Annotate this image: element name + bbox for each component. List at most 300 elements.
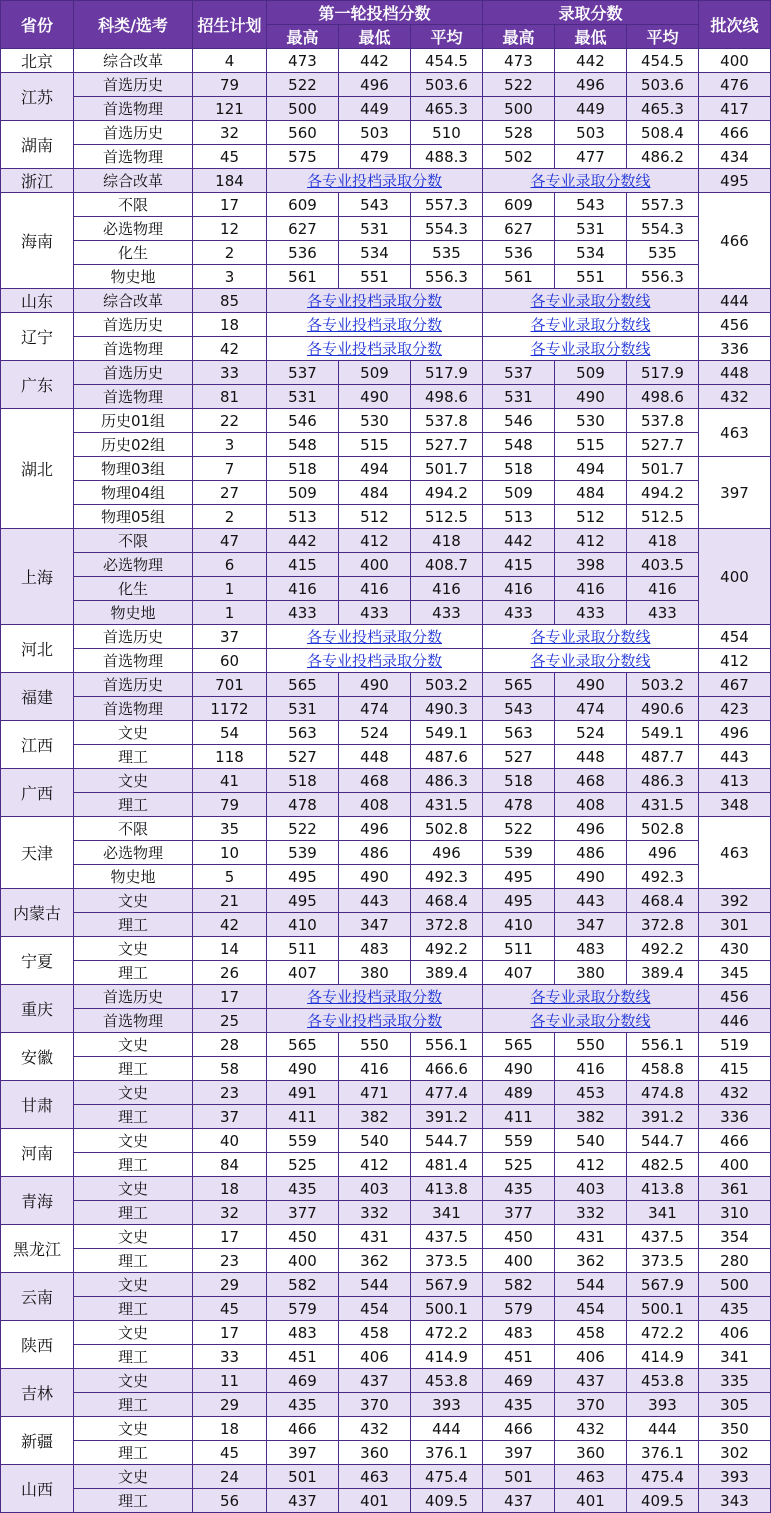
plan-cell: 28 xyxy=(193,1033,267,1057)
first-avg-cell: 418 xyxy=(411,529,483,553)
table-row xyxy=(1,1393,771,1417)
plan-cell: 42 xyxy=(193,913,267,937)
admit-min-cell: 432 xyxy=(555,1417,627,1441)
admission-link-cell xyxy=(483,337,699,361)
admit-min-cell: 408 xyxy=(555,793,627,817)
first-min-cell: 471 xyxy=(339,1081,411,1105)
first-min-cell: 550 xyxy=(339,1033,411,1057)
plan-cell: 1 xyxy=(193,601,267,625)
subject-cell: 不限 xyxy=(74,529,193,553)
admit-min-cell: 458 xyxy=(555,1321,627,1345)
first-min-cell: 490 xyxy=(339,865,411,889)
first-avg-cell: 408.7 xyxy=(411,553,483,577)
first-round-scores-link[interactable]: 各专业投档录取分数 xyxy=(306,1012,442,1030)
plan-cell: 29 xyxy=(193,1273,267,1297)
first-round-scores-link[interactable]: 各专业投档录取分数 xyxy=(306,340,442,358)
table-row xyxy=(1,1201,771,1225)
admission-scores-link[interactable]: 各专业录取分数线 xyxy=(530,316,651,334)
province-name: 辽宁 xyxy=(1,313,74,361)
admit-min-cell: 534 xyxy=(555,241,627,265)
admission-link-cell xyxy=(483,985,699,1009)
plan-cell: 1 xyxy=(193,577,267,601)
table-row xyxy=(1,529,771,553)
table-row xyxy=(1,49,771,73)
table-row xyxy=(1,121,771,145)
first-max-cell: 435 xyxy=(267,1393,339,1417)
admit-avg-cell: 512.5 xyxy=(627,505,699,529)
admit-min-cell: 370 xyxy=(555,1393,627,1417)
plan-cell: 42 xyxy=(193,337,267,361)
first-avg-cell: 496 xyxy=(411,841,483,865)
admit-max-cell: 450 xyxy=(483,1225,555,1249)
subject-cell: 首选物理 xyxy=(74,145,193,169)
admit-max-cell: 531 xyxy=(483,385,555,409)
table-row xyxy=(1,553,771,577)
plan-cell: 17 xyxy=(193,1225,267,1249)
first-avg-cell: 376.1 xyxy=(411,1441,483,1465)
admit-avg-cell: 567.9 xyxy=(627,1273,699,1297)
admit-min-cell: 454 xyxy=(555,1297,627,1321)
subject-cell: 首选历史 xyxy=(74,673,193,697)
first-avg-cell: 341 xyxy=(411,1201,483,1225)
admit-max-cell: 478 xyxy=(483,793,555,817)
admit-min-cell: 484 xyxy=(555,481,627,505)
table-row xyxy=(1,409,771,433)
admission-scores-link[interactable]: 各专业录取分数线 xyxy=(530,340,651,358)
first-min-cell: 416 xyxy=(339,1057,411,1081)
admit-max-cell: 522 xyxy=(483,73,555,97)
first-round-scores-link[interactable]: 各专业投档录取分数 xyxy=(306,172,442,190)
admission-link-cell xyxy=(483,1009,699,1033)
admission-scores-link[interactable]: 各专业录取分数线 xyxy=(530,1012,651,1030)
admit-max-cell: 559 xyxy=(483,1129,555,1153)
admit-max-cell: 435 xyxy=(483,1177,555,1201)
province-name: 安徽 xyxy=(1,1033,74,1081)
plan-cell: 54 xyxy=(193,721,267,745)
first-avg-cell: 537.8 xyxy=(411,409,483,433)
first-max-cell: 518 xyxy=(267,457,339,481)
table-row xyxy=(1,697,771,721)
first-avg-cell: 414.9 xyxy=(411,1345,483,1369)
table-row xyxy=(1,1417,771,1441)
first-max-cell: 536 xyxy=(267,241,339,265)
admit-avg-cell: 393 xyxy=(627,1393,699,1417)
first-min-cell: 474 xyxy=(339,697,411,721)
table-row xyxy=(1,1249,771,1273)
plan-cell: 79 xyxy=(193,793,267,817)
first-max-cell: 518 xyxy=(267,769,339,793)
admit-avg-cell: 389.4 xyxy=(627,961,699,985)
table-row xyxy=(1,937,771,961)
plan-cell: 2 xyxy=(193,241,267,265)
admit-max-cell: 548 xyxy=(483,433,555,457)
batch-line-cell: 444 xyxy=(699,289,771,313)
batch-line-cell: 463 xyxy=(699,409,771,457)
first-avg-cell: 535 xyxy=(411,241,483,265)
first-avg-cell: 544.7 xyxy=(411,1129,483,1153)
first-min-cell: 524 xyxy=(339,721,411,745)
admit-min-cell: 362 xyxy=(555,1249,627,1273)
admit-avg-cell: 486.2 xyxy=(627,145,699,169)
first-min-cell: 416 xyxy=(339,577,411,601)
first-max-cell: 579 xyxy=(267,1297,339,1321)
first-avg-cell: 486.3 xyxy=(411,769,483,793)
admit-min-cell: 496 xyxy=(555,817,627,841)
subject-cell: 文史 xyxy=(74,1081,193,1105)
admit-min-cell: 360 xyxy=(555,1441,627,1465)
first-min-cell: 431 xyxy=(339,1225,411,1249)
admit-avg-cell: 502.8 xyxy=(627,817,699,841)
admit-max-cell: 561 xyxy=(483,265,555,289)
admit-avg-cell: 403.5 xyxy=(627,553,699,577)
plan-cell: 79 xyxy=(193,73,267,97)
first-max-cell: 537 xyxy=(267,361,339,385)
admit-min-cell: 531 xyxy=(555,217,627,241)
admit-max-cell: 511 xyxy=(483,937,555,961)
batch-line-cell: 456 xyxy=(699,313,771,337)
admit-min-cell: 515 xyxy=(555,433,627,457)
plan-cell: 32 xyxy=(193,1201,267,1225)
admission-scores-link[interactable]: 各专业录取分数线 xyxy=(530,988,651,1006)
subject-cell: 首选物理 xyxy=(74,337,193,361)
subject-cell: 首选物理 xyxy=(74,649,193,673)
table-row xyxy=(1,241,771,265)
table-row xyxy=(1,145,771,169)
table-row xyxy=(1,1345,771,1369)
first-max-cell: 582 xyxy=(267,1273,339,1297)
province-name: 山西 xyxy=(1,1465,74,1513)
first-min-cell: 490 xyxy=(339,385,411,409)
province-name: 广东 xyxy=(1,361,74,409)
admit-avg-cell: 474.8 xyxy=(627,1081,699,1105)
table-row xyxy=(1,1297,771,1321)
subject-cell: 理工 xyxy=(74,961,193,985)
table-row xyxy=(1,169,771,193)
first-avg-cell: 556.1 xyxy=(411,1033,483,1057)
plan-cell: 3 xyxy=(193,265,267,289)
first-round-scores-link[interactable]: 各专业投档录取分数 xyxy=(306,652,442,670)
header-admit-avg: 平均 xyxy=(627,25,699,49)
first-max-cell: 410 xyxy=(267,913,339,937)
subject-cell: 理工 xyxy=(74,745,193,769)
first-avg-cell: 557.3 xyxy=(411,193,483,217)
subject-cell: 理工 xyxy=(74,1345,193,1369)
admit-max-cell: 518 xyxy=(483,457,555,481)
admit-avg-cell: 549.1 xyxy=(627,721,699,745)
table-row xyxy=(1,265,771,289)
plan-cell: 56 xyxy=(193,1489,267,1513)
first-min-cell: 370 xyxy=(339,1393,411,1417)
plan-cell: 17 xyxy=(193,985,267,1009)
province-name: 浙江 xyxy=(1,169,74,193)
plan-cell: 47 xyxy=(193,529,267,553)
admit-max-cell: 495 xyxy=(483,865,555,889)
first-max-cell: 513 xyxy=(267,505,339,529)
admit-max-cell: 377 xyxy=(483,1201,555,1225)
province-name: 宁夏 xyxy=(1,937,74,985)
first-avg-cell: 503.2 xyxy=(411,673,483,697)
header-plan: 招生计划 xyxy=(193,1,267,49)
batch-line-cell: 466 xyxy=(699,121,771,145)
first-avg-cell: 556.3 xyxy=(411,265,483,289)
header-first-avg: 平均 xyxy=(411,25,483,49)
first-min-cell: 403 xyxy=(339,1177,411,1201)
first-round-link-cell xyxy=(267,649,483,673)
subject-cell: 首选物理 xyxy=(74,1009,193,1033)
admit-avg-cell: 500.1 xyxy=(627,1297,699,1321)
plan-cell: 21 xyxy=(193,889,267,913)
admit-min-cell: 496 xyxy=(555,73,627,97)
first-round-scores-link[interactable]: 各专业投档录取分数 xyxy=(306,628,442,646)
batch-line-cell: 400 xyxy=(699,1153,771,1177)
admit-max-cell: 539 xyxy=(483,841,555,865)
province-name: 陕西 xyxy=(1,1321,74,1369)
admit-avg-cell: 341 xyxy=(627,1201,699,1225)
admit-max-cell: 537 xyxy=(483,361,555,385)
table-row xyxy=(1,985,771,1009)
first-round-scores-link[interactable]: 各专业投档录取分数 xyxy=(306,316,442,334)
subject-cell: 理工 xyxy=(74,1105,193,1129)
first-max-cell: 478 xyxy=(267,793,339,817)
table-row xyxy=(1,673,771,697)
admit-min-cell: 512 xyxy=(555,505,627,529)
plan-cell: 17 xyxy=(193,193,267,217)
plan-cell: 118 xyxy=(193,745,267,769)
batch-line-cell: 350 xyxy=(699,1417,771,1441)
first-avg-cell: 490.3 xyxy=(411,697,483,721)
province-name: 福建 xyxy=(1,673,74,721)
admit-avg-cell: 437.5 xyxy=(627,1225,699,1249)
admit-max-cell: 400 xyxy=(483,1249,555,1273)
subject-cell: 理工 xyxy=(74,1153,193,1177)
batch-line-cell: 500 xyxy=(699,1273,771,1297)
province-name: 上海 xyxy=(1,529,74,625)
first-round-link-cell xyxy=(267,169,483,193)
first-avg-cell: 487.6 xyxy=(411,745,483,769)
first-min-cell: 448 xyxy=(339,745,411,769)
first-min-cell: 515 xyxy=(339,433,411,457)
admit-avg-cell: 413.8 xyxy=(627,1177,699,1201)
first-min-cell: 401 xyxy=(339,1489,411,1513)
first-min-cell: 543 xyxy=(339,193,411,217)
subject-cell: 文史 xyxy=(74,1369,193,1393)
subject-cell: 首选物理 xyxy=(74,97,193,121)
province-name: 北京 xyxy=(1,49,74,73)
header-admit-max: 最高 xyxy=(483,25,555,49)
first-avg-cell: 494.2 xyxy=(411,481,483,505)
subject-cell: 理工 xyxy=(74,1201,193,1225)
first-max-cell: 437 xyxy=(267,1489,339,1513)
admission-scores-link[interactable]: 各专业录取分数线 xyxy=(530,172,651,190)
province-name: 青海 xyxy=(1,1177,74,1225)
subject-cell: 理工 xyxy=(74,1249,193,1273)
admit-max-cell: 397 xyxy=(483,1441,555,1465)
first-min-cell: 530 xyxy=(339,409,411,433)
first-max-cell: 575 xyxy=(267,145,339,169)
admit-min-cell: 490 xyxy=(555,865,627,889)
first-min-cell: 540 xyxy=(339,1129,411,1153)
table-row xyxy=(1,1321,771,1345)
admit-min-cell: 453 xyxy=(555,1081,627,1105)
first-max-cell: 527 xyxy=(267,745,339,769)
first-max-cell: 450 xyxy=(267,1225,339,1249)
admit-avg-cell: 490.6 xyxy=(627,697,699,721)
plan-cell: 4 xyxy=(193,49,267,73)
first-avg-cell: 373.5 xyxy=(411,1249,483,1273)
admit-max-cell: 469 xyxy=(483,1369,555,1393)
first-min-cell: 406 xyxy=(339,1345,411,1369)
admit-max-cell: 509 xyxy=(483,481,555,505)
subject-cell: 理工 xyxy=(74,1489,193,1513)
first-avg-cell: 431.5 xyxy=(411,793,483,817)
first-round-link-cell xyxy=(267,313,483,337)
admit-min-cell: 490 xyxy=(555,673,627,697)
admit-avg-cell: 431.5 xyxy=(627,793,699,817)
table-row xyxy=(1,1033,771,1057)
batch-line-cell: 341 xyxy=(699,1345,771,1369)
subject-cell: 必选物理 xyxy=(74,217,193,241)
first-max-cell: 473 xyxy=(267,49,339,73)
subject-cell: 首选历史 xyxy=(74,73,193,97)
header-admit-min: 最低 xyxy=(555,25,627,49)
plan-cell: 45 xyxy=(193,1441,267,1465)
table-row xyxy=(1,193,771,217)
plan-cell: 25 xyxy=(193,1009,267,1033)
batch-line-cell: 345 xyxy=(699,961,771,985)
first-max-cell: 546 xyxy=(267,409,339,433)
admit-avg-cell: 535 xyxy=(627,241,699,265)
admit-min-cell: 398 xyxy=(555,553,627,577)
admit-max-cell: 415 xyxy=(483,553,555,577)
first-round-scores-link[interactable]: 各专业投档录取分数 xyxy=(306,292,442,310)
plan-cell: 81 xyxy=(193,385,267,409)
first-max-cell: 522 xyxy=(267,817,339,841)
province-name: 吉林 xyxy=(1,1369,74,1417)
table-row xyxy=(1,745,771,769)
plan-cell: 23 xyxy=(193,1249,267,1273)
admit-avg-cell: 492.3 xyxy=(627,865,699,889)
subject-cell: 文史 xyxy=(74,937,193,961)
table-body xyxy=(1,49,771,1513)
table-row xyxy=(1,457,771,481)
admit-avg-cell: 472.2 xyxy=(627,1321,699,1345)
admit-avg-cell: 494.2 xyxy=(627,481,699,505)
admission-link-cell xyxy=(483,313,699,337)
subject-cell: 必选物理 xyxy=(74,841,193,865)
admit-avg-cell: 487.7 xyxy=(627,745,699,769)
first-min-cell: 551 xyxy=(339,265,411,289)
plan-cell: 18 xyxy=(193,1177,267,1201)
first-min-cell: 496 xyxy=(339,73,411,97)
batch-line-cell: 463 xyxy=(699,817,771,889)
batch-line-cell: 400 xyxy=(699,49,771,73)
plan-cell: 1172 xyxy=(193,697,267,721)
subject-cell: 文史 xyxy=(74,889,193,913)
admit-min-cell: 551 xyxy=(555,265,627,289)
admit-avg-cell: 508.4 xyxy=(627,121,699,145)
admit-min-cell: 382 xyxy=(555,1105,627,1129)
subject-cell: 历史02组 xyxy=(74,433,193,457)
admit-min-cell: 442 xyxy=(555,49,627,73)
table-row xyxy=(1,1129,771,1153)
first-min-cell: 534 xyxy=(339,241,411,265)
header-first-max: 最高 xyxy=(267,25,339,49)
first-avg-cell: 372.8 xyxy=(411,913,483,937)
first-max-cell: 531 xyxy=(267,385,339,409)
first-round-link-cell xyxy=(267,289,483,313)
first-avg-cell: 554.3 xyxy=(411,217,483,241)
admission-scores-link[interactable]: 各专业录取分数线 xyxy=(530,292,651,310)
plan-cell: 17 xyxy=(193,1321,267,1345)
admit-max-cell: 565 xyxy=(483,1033,555,1057)
first-min-cell: 433 xyxy=(339,601,411,625)
table-row xyxy=(1,1153,771,1177)
batch-line-cell: 302 xyxy=(699,1441,771,1465)
province-name: 云南 xyxy=(1,1273,74,1321)
plan-cell: 41 xyxy=(193,769,267,793)
admit-min-cell: 494 xyxy=(555,457,627,481)
subject-cell: 物史地 xyxy=(74,601,193,625)
batch-line-cell: 435 xyxy=(699,1297,771,1321)
batch-line-cell: 519 xyxy=(699,1033,771,1057)
table-row xyxy=(1,577,771,601)
first-avg-cell: 502.8 xyxy=(411,817,483,841)
table-row xyxy=(1,481,771,505)
batch-line-cell: 430 xyxy=(699,937,771,961)
first-min-cell: 332 xyxy=(339,1201,411,1225)
subject-cell: 文史 xyxy=(74,1129,193,1153)
first-max-cell: 539 xyxy=(267,841,339,865)
first-avg-cell: 501.7 xyxy=(411,457,483,481)
first-min-cell: 486 xyxy=(339,841,411,865)
table-row xyxy=(1,1057,771,1081)
batch-line-cell: 466 xyxy=(699,1129,771,1153)
first-min-cell: 454 xyxy=(339,1297,411,1321)
admit-avg-cell: 458.8 xyxy=(627,1057,699,1081)
table-row xyxy=(1,625,771,649)
plan-cell: 33 xyxy=(193,361,267,385)
first-max-cell: 433 xyxy=(267,601,339,625)
first-min-cell: 382 xyxy=(339,1105,411,1129)
first-min-cell: 437 xyxy=(339,1369,411,1393)
first-round-link-cell xyxy=(267,337,483,361)
admission-scores-link[interactable]: 各专业录取分数线 xyxy=(530,652,651,670)
first-max-cell: 565 xyxy=(267,1033,339,1057)
first-max-cell: 451 xyxy=(267,1345,339,1369)
plan-cell: 18 xyxy=(193,313,267,337)
first-max-cell: 435 xyxy=(267,1177,339,1201)
table-row xyxy=(1,1465,771,1489)
table-row xyxy=(1,865,771,889)
batch-line-cell: 448 xyxy=(699,361,771,385)
header-admission: 录取分数 xyxy=(483,1,699,25)
first-round-link-cell xyxy=(267,625,483,649)
admission-scores-link[interactable]: 各专业录取分数线 xyxy=(530,628,651,646)
first-round-scores-link[interactable]: 各专业投档录取分数 xyxy=(306,988,442,1006)
first-max-cell: 415 xyxy=(267,553,339,577)
admit-max-cell: 407 xyxy=(483,961,555,985)
subject-cell: 首选历史 xyxy=(74,361,193,385)
first-avg-cell: 492.3 xyxy=(411,865,483,889)
first-max-cell: 509 xyxy=(267,481,339,505)
admit-avg-cell: 414.9 xyxy=(627,1345,699,1369)
subject-cell: 文史 xyxy=(74,1321,193,1345)
subject-cell: 首选物理 xyxy=(74,697,193,721)
batch-line-cell: 397 xyxy=(699,457,771,529)
subject-cell: 物理04组 xyxy=(74,481,193,505)
first-min-cell: 360 xyxy=(339,1441,411,1465)
first-min-cell: 483 xyxy=(339,937,411,961)
